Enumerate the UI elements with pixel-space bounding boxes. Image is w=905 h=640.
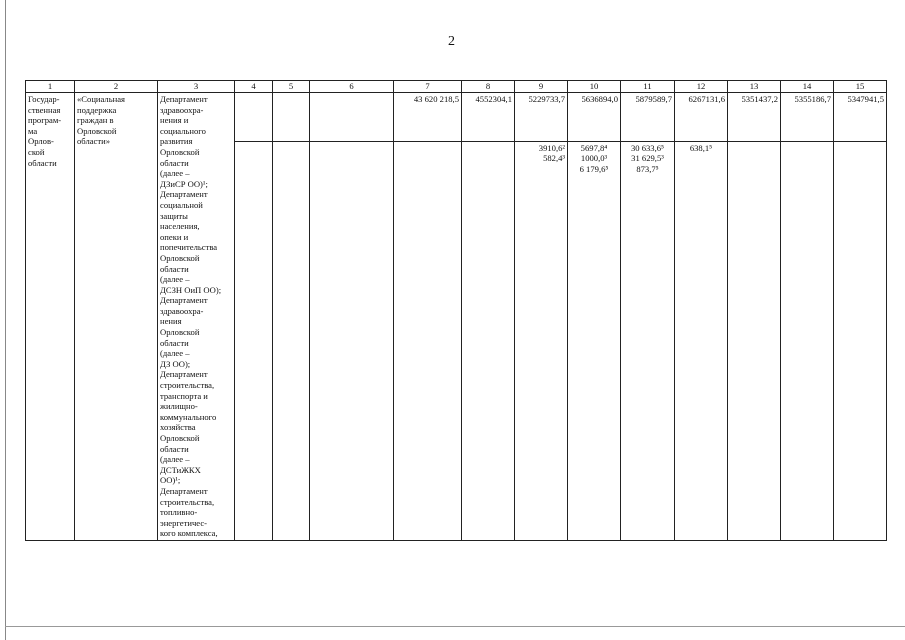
header-cell: 6 — [310, 81, 394, 93]
header-cell: 2 — [75, 81, 158, 93]
table-cell — [462, 141, 515, 540]
header-cell: 5 — [273, 81, 310, 93]
table-cell — [394, 141, 462, 540]
header-cell: 13 — [728, 81, 781, 93]
executors-cell: Департамент здравоохра- нения и социального развития Орловской области (далее – ДЗиСР ОО)¹; Департамент социальной защиты населения, опеки и попечительства Орловской области (далее – ДСЗН ОиП ОО); Департамент здравоохра- нения Орловской области (далее – ДЗ ОО); Департамент строительства, транспорта и жилищно- коммунального хозяйства Орловской области (далее – ДСТиЖКХ ОО)¹; Департамент строительства, топливно- энергетичес- кого комплекса, — [158, 93, 235, 541]
total-value-cell: 5355186,7 — [781, 93, 834, 142]
total-value-cell: 4552304,1 — [462, 93, 515, 142]
program-name-cell: «Социальная поддержка граждан в Орловской области» — [75, 93, 158, 541]
detail-value-cell: 5697,8⁴ 1000,0³ 6 179,6⁵ — [568, 141, 621, 540]
header-cell: 1 — [26, 81, 75, 93]
total-value-cell: 5879589,7 — [621, 93, 675, 142]
total-value-cell: 5229733,7 — [515, 93, 568, 142]
header-cell: 7 — [394, 81, 462, 93]
header-cell: 10 — [568, 81, 621, 93]
detail-value-cell: 3910,6² 582,4³ — [515, 141, 568, 540]
total-value-cell: 6267131,6 — [675, 93, 728, 142]
table-cell — [834, 141, 887, 540]
table-cell — [273, 141, 310, 540]
page-left-edge — [5, 0, 6, 640]
header-cell: 9 — [515, 81, 568, 93]
total-value-cell: 5347941,5 — [834, 93, 887, 142]
table-cell — [310, 141, 394, 540]
header-cell: 11 — [621, 81, 675, 93]
total-value-cell: 5351437,2 — [728, 93, 781, 142]
table-cell — [310, 93, 394, 142]
table-cell — [728, 141, 781, 540]
header-cell: 12 — [675, 81, 728, 93]
table-cell — [235, 93, 273, 142]
header-cell: 8 — [462, 81, 515, 93]
header-cell: 4 — [235, 81, 273, 93]
page-bottom-edge — [5, 626, 905, 627]
total-value-cell: 43 620 218,5 — [394, 93, 462, 142]
detail-value-cell: 638,1⁵ — [675, 141, 728, 540]
budget-table — [25, 80, 887, 541]
program-type-cell: Государ- ственная програм- ма Орлов- ской области — [26, 93, 75, 541]
header-cell: 15 — [834, 81, 887, 93]
table-cell — [273, 93, 310, 142]
table-cell — [781, 141, 834, 540]
header-cell: 3 — [158, 81, 235, 93]
table-cell — [235, 141, 273, 540]
header-cell: 14 — [781, 81, 834, 93]
totals-row — [26, 93, 887, 142]
total-value-cell: 5636894,0 — [568, 93, 621, 142]
detail-value-cell: 30 633,6⁵ 31 629,5³ 873,7⁵ — [621, 141, 675, 540]
page-number: 2 — [448, 34, 455, 49]
header-row — [26, 81, 887, 93]
